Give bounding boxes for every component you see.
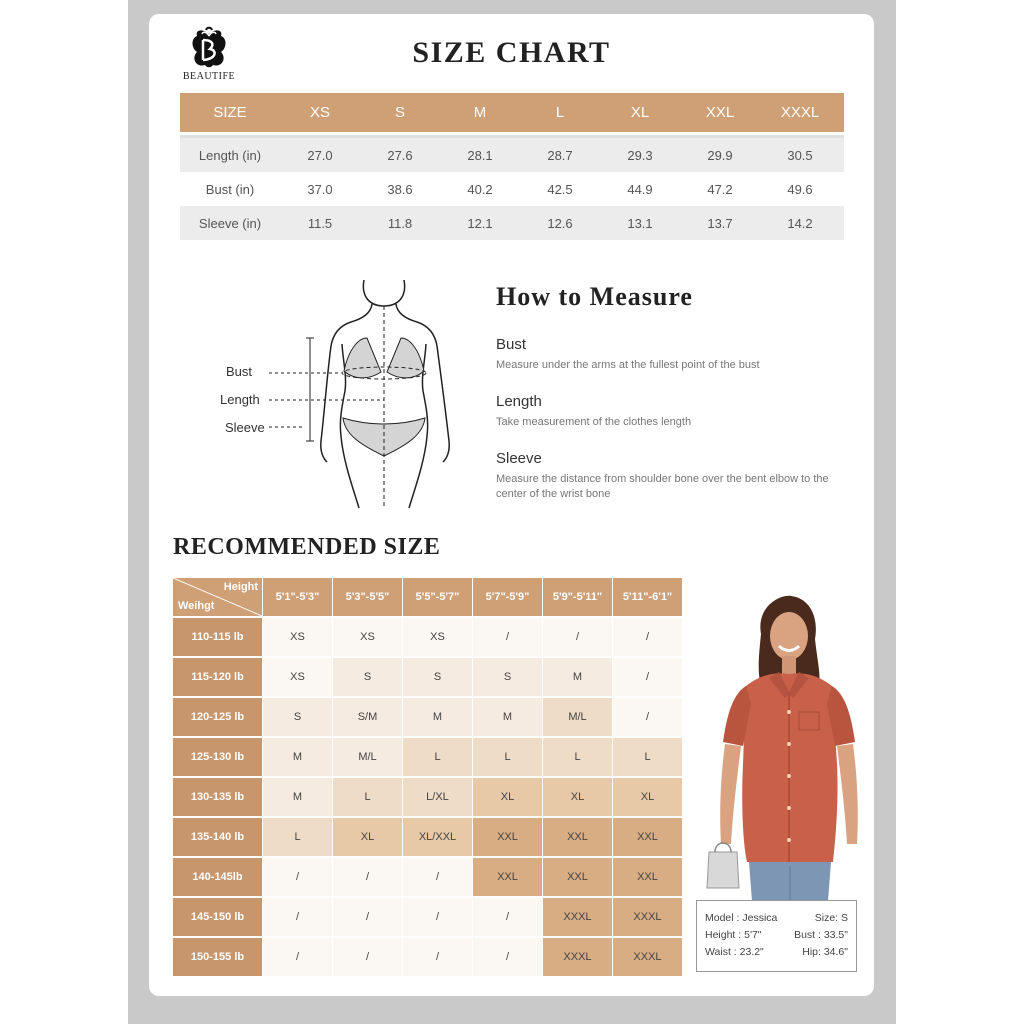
size-cell: S (473, 658, 542, 696)
weight-row-header: 125-130 lb (173, 738, 262, 776)
bust-label: Bust (226, 364, 253, 379)
size-cell: XXL (543, 858, 612, 896)
size-cell: L (333, 778, 402, 816)
size-cell: / (263, 938, 332, 976)
row-label: Bust (in) (205, 181, 255, 197)
size-cell: / (333, 858, 402, 896)
table-cell: 44.9 (627, 181, 653, 197)
size-cell: XXL (613, 818, 682, 856)
size-header-cell: L (555, 104, 565, 121)
size-cell: S (403, 658, 472, 696)
size-cell: / (403, 938, 472, 976)
table-cell: 49.6 (787, 181, 813, 197)
model-waist: Waist : 23.2" (705, 946, 764, 958)
measure-text: Measure under the arms at the fullest point of the bust (496, 359, 760, 371)
height-header-cell: 5'7"-5'9" (473, 578, 542, 616)
row-label: Length (in) (198, 147, 262, 163)
height-header-cell: 5'5"-5'7" (403, 578, 472, 616)
size-cell: XS (263, 658, 332, 696)
size-chart-card (149, 14, 874, 996)
size-cell: S (333, 658, 402, 696)
size-chart-table (180, 93, 844, 240)
size-cell: L (543, 738, 612, 776)
measure-item-sleeve (496, 450, 846, 502)
size-header-cell: XS (309, 104, 330, 121)
measure-text: Take measurement of the clothes length (496, 416, 692, 428)
size-cell: / (473, 898, 542, 936)
model-info-row (705, 910, 848, 927)
size-header-cell: M (473, 104, 487, 121)
table-cell: 40.2 (467, 181, 493, 197)
table-cell: 13.7 (707, 215, 733, 231)
model-info-row (705, 927, 848, 944)
size-cell: / (613, 618, 682, 656)
weight-header-label: Weihgt (178, 600, 215, 612)
size-cell: M/L (543, 698, 612, 736)
size-header-cell: XXL (705, 104, 735, 121)
size-cell: / (263, 898, 332, 936)
measure-item-bust (496, 336, 846, 373)
size-header-cell: SIZE (213, 104, 247, 121)
size-cell: M (473, 698, 542, 736)
weight-row-header: 110-115 lb (173, 618, 262, 656)
weight-row-header: 150-155 lb (173, 938, 262, 976)
size-cell: / (473, 938, 542, 976)
size-cell: M (403, 698, 472, 736)
size-header-cell: S (394, 104, 405, 121)
size-cell: XL (613, 778, 682, 816)
model-photo (701, 594, 866, 914)
size-cell: / (403, 858, 472, 896)
table-cell: 14.2 (787, 215, 813, 231)
measure-item-length (496, 393, 846, 430)
table-cell: 28.7 (547, 147, 573, 163)
size-cell: / (473, 618, 542, 656)
weight-row-header: 115-120 lb (173, 658, 262, 696)
table-cell: 28.1 (467, 147, 493, 163)
size-cell: XXXL (613, 938, 682, 976)
recommended-size-title: RECOMMENDED SIZE (173, 534, 441, 560)
table-cell: 42.5 (547, 181, 573, 197)
height-header-cell: 5'1"-5'3" (263, 578, 332, 616)
size-cell: XL (543, 778, 612, 816)
table-row (180, 172, 844, 206)
size-cell: M (263, 778, 332, 816)
model-name: Model : Jessica (705, 912, 778, 924)
weight-row-header: 120-125 lb (173, 698, 262, 736)
table-cell: 29.3 (627, 147, 653, 163)
weight-row-header: 135-140 lb (173, 818, 262, 856)
size-cell: XS (333, 618, 402, 656)
size-cell: M (543, 658, 612, 696)
size-cell: XL/XXL (403, 818, 472, 856)
size-cell: / (613, 698, 682, 736)
row-label: Sleeve (in) (198, 215, 262, 231)
table-cell: 11.8 (387, 215, 413, 231)
size-cell: XL (333, 818, 402, 856)
model-info-box (696, 900, 857, 972)
table-cell: 38.6 (387, 181, 413, 197)
size-header-cell: XXXL (780, 104, 820, 121)
table-cell: 13.1 (627, 215, 653, 231)
table-cell: 27.0 (307, 147, 333, 163)
table-cell: 12.6 (547, 215, 573, 231)
table-cell: 27.6 (387, 147, 413, 163)
measure-heading: Sleeve (496, 450, 542, 467)
weight-row-header: 145-150 lb (173, 898, 262, 936)
size-cell: L (473, 738, 542, 776)
table-cell: 37.0 (307, 181, 333, 197)
table-cell: 30.5 (787, 147, 813, 163)
model-height: Height : 5'7" (705, 929, 762, 941)
height-header-cell: 5'3"-5'5" (333, 578, 402, 616)
size-cell: / (403, 898, 472, 936)
size-cell: XL (473, 778, 542, 816)
size-header-cell: XL (630, 104, 650, 121)
grid-corner-cell (173, 578, 262, 616)
recommended-size-grid (173, 578, 682, 976)
measure-heading: Length (496, 393, 542, 410)
table-row (180, 206, 844, 240)
table-cell: 47.2 (707, 181, 733, 197)
how-to-measure-title: How to Measure (496, 282, 693, 311)
size-cell: XS (403, 618, 472, 656)
table-cell: 12.1 (467, 215, 493, 231)
size-cell: XXXL (543, 898, 612, 936)
size-cell: S/M (333, 698, 402, 736)
size-cell: / (543, 618, 612, 656)
measurement-figure (209, 276, 469, 516)
model-info-row (705, 944, 848, 961)
size-cell: L (263, 818, 332, 856)
weight-row-header: 140-145lb (173, 858, 262, 896)
size-cell: XXXL (613, 898, 682, 936)
length-label: Length (220, 392, 260, 407)
table-cell: 11.5 (307, 215, 333, 231)
model-bust: Bust : 33.5" (794, 929, 848, 941)
size-cell: / (613, 658, 682, 696)
size-cell: XS (263, 618, 332, 656)
height-header-cell: 5'9"-5'11" (543, 578, 612, 616)
size-cell: L (613, 738, 682, 776)
size-cell: M/L (333, 738, 402, 776)
size-cell: XXL (473, 818, 542, 856)
size-cell: XXXL (543, 938, 612, 976)
size-cell: / (333, 898, 402, 936)
height-header-label: Height (223, 581, 258, 593)
size-cell: XXL (613, 858, 682, 896)
size-cell: XXL (543, 818, 612, 856)
size-cell: / (333, 938, 402, 976)
height-header-cell: 5'11"-6'1" (613, 578, 682, 616)
table-row (180, 138, 844, 172)
measure-text: Measure the distance from shoulder bone over the bent elbow to the center of the wrist bone (496, 473, 829, 500)
size-cell: / (263, 858, 332, 896)
size-cell: M (263, 738, 332, 776)
sleeve-label: Sleeve (225, 420, 265, 435)
model-size: Size: S (814, 912, 848, 924)
table-cell: 29.9 (707, 147, 733, 163)
size-cell: L/XL (403, 778, 472, 816)
size-table-header (180, 93, 844, 135)
page-title: SIZE CHART (412, 36, 611, 69)
size-cell: XXL (473, 858, 542, 896)
weight-row-header: 130-135 lb (173, 778, 262, 816)
size-cell: L (403, 738, 472, 776)
measure-heading: Bust (496, 336, 527, 353)
size-cell: S (263, 698, 332, 736)
model-hip: Hip: 34.6" (802, 946, 848, 958)
brand-name: BEAUTIFE (182, 71, 236, 82)
